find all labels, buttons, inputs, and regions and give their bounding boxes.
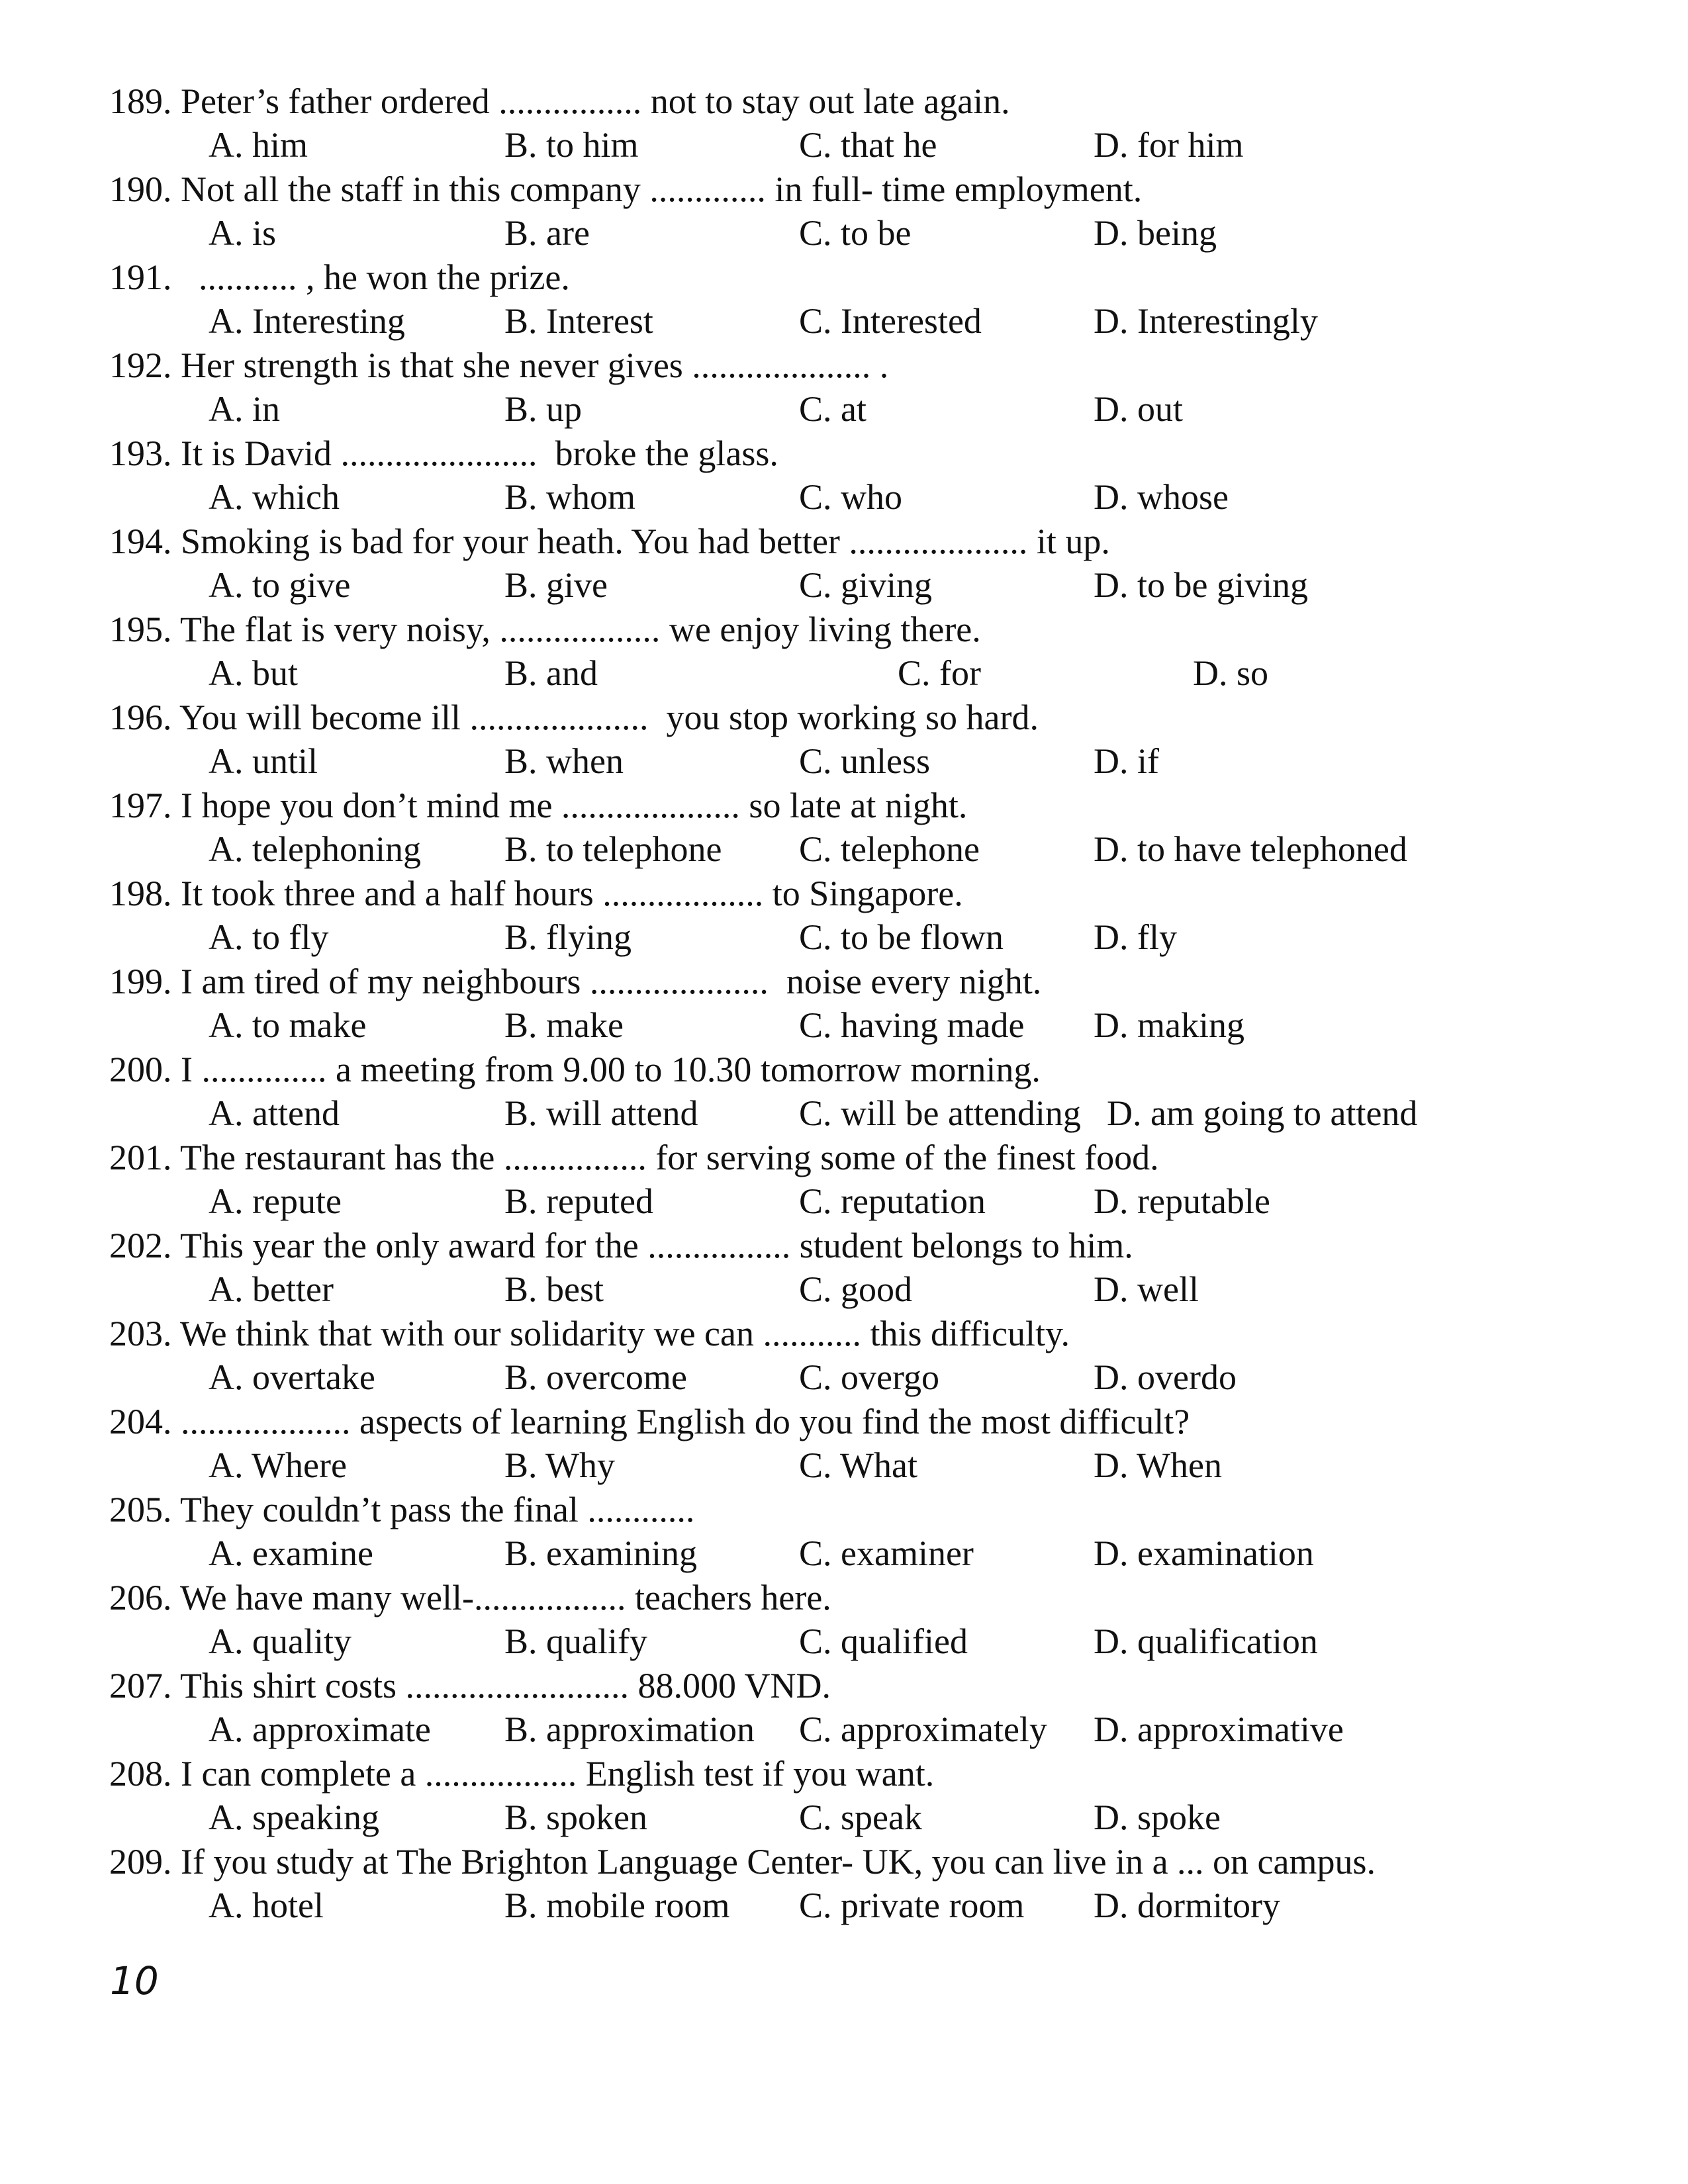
option-b: B. spoken [504,1797,647,1837]
option-b: B. Why [504,1445,616,1485]
option-a: A. in [209,389,280,429]
option-b: B. give [504,565,608,605]
option-d: D. to be giving [1094,565,1308,605]
question-200: 200. I .............. a meeting from 9.00 to 10.30 tomorrow morning. [109,1050,1041,1089]
option-c: C. telephone [799,829,980,869]
option-a: A. hotel [209,1886,324,1925]
option-d: D. out [1094,389,1183,429]
option-c: C. reputation [799,1181,986,1221]
option-c: C. good [799,1269,913,1309]
option-d: D. fly [1094,917,1177,957]
option-d: D. overdo [1094,1357,1237,1397]
option-b: B. and [504,653,598,693]
options-208 [0,1796,1688,1839]
options-193 [0,475,1688,519]
options-198 [0,915,1688,959]
option-b: B. to him [504,125,639,165]
option-c: C. Interested [799,301,982,341]
option-b: B. make [504,1005,624,1045]
option-d: D. for him [1094,125,1244,165]
option-d: D. well [1094,1269,1199,1309]
option-b: B. mobile room [504,1886,730,1925]
option-d: D. Interestingly [1094,301,1318,341]
options-205 [0,1531,1688,1575]
option-c: C. to be flown [799,917,1004,957]
option-a: A. speaking [209,1797,379,1837]
option-a: A. him [209,125,308,165]
option-d: D. to have telephoned [1094,829,1407,869]
option-c: C. at [799,389,867,429]
option-a: A. approximate [209,1709,431,1749]
options-199 [0,1003,1688,1047]
option-a: A. Interesting [209,301,405,341]
page-number: 10 [110,1958,159,2003]
options-201 [0,1179,1688,1223]
option-b: B. whom [504,477,636,517]
option-a: A. which [209,477,340,517]
option-d: D. dormitory [1094,1886,1280,1925]
option-a: A. examine [209,1533,373,1573]
option-a: A. quality [209,1621,352,1661]
option-d: D. so [1193,653,1269,693]
option-d: D. examination [1094,1533,1314,1573]
option-c: C. for [898,653,981,693]
question-205: 205. They couldn’t pass the final ............ [109,1490,695,1529]
question-206: 206. We have many well-................. teachers here. [109,1578,831,1617]
question-192: 192. Her strength is that she never gives .................... . [109,345,889,385]
option-d: D. am going to attend [1107,1093,1418,1133]
question-201: 201. The restaurant has the ................ for serving some of the finest food. [109,1138,1159,1177]
option-c: C. giving [799,565,933,605]
option-d: D. qualification [1094,1621,1318,1661]
option-b: B. up [504,389,583,429]
option-c: C. who [799,477,903,517]
option-b: B. examining [504,1533,697,1573]
option-d: D. making [1094,1005,1244,1045]
question-208: 208. I can complete a ................. English test if you want. [109,1754,935,1794]
option-d: D. whose [1094,477,1229,517]
question-204: 204. ................... aspects of learning English do you find the most difficult? [109,1402,1190,1441]
option-c: C. approximately [799,1709,1047,1749]
option-b: B. reputed [504,1181,653,1221]
option-c: C. private room [799,1886,1025,1925]
option-d: D. approximative [1094,1709,1344,1749]
option-d: D. When [1094,1445,1222,1485]
option-a: A. overtake [209,1357,375,1397]
options-200 [0,1091,1688,1135]
option-a: A. attend [209,1093,340,1133]
question-191: 191. ........... , he won the prize. [109,257,570,297]
option-b: B. are [504,213,590,253]
option-b: B. Interest [504,301,653,341]
options-206 [0,1619,1688,1663]
question-198: 198. It took three and a half hours .................. to Singapore. [109,874,963,913]
options-203 [0,1355,1688,1399]
question-193: 193. It is David ...................... broke the glass. [109,433,778,473]
option-c: C. speak [799,1797,922,1837]
options-194 [0,563,1688,607]
option-b: B. best [504,1269,604,1309]
options-189 [0,123,1688,167]
option-a: A. to make [209,1005,367,1045]
option-b: B. flying [504,917,632,957]
question-209: 209. If you study at The Brighton Language Center- UK, you can live in a ... on campus. [109,1842,1376,1882]
question-197: 197. I hope you don’t mind me .................... so late at night. [109,786,968,825]
option-d: D. if [1094,741,1159,781]
options-195 [0,651,1688,695]
options-190 [0,211,1688,255]
options-191 [0,299,1688,343]
option-c: C. that he [799,125,937,165]
option-b: B. when [504,741,624,781]
option-c: C. examiner [799,1533,974,1573]
option-a: A. to fly [209,917,329,957]
option-c: C. having made [799,1005,1025,1045]
question-203: 203. We think that with our solidarity we can ........... this difficulty. [109,1314,1070,1353]
option-c: C. to be [799,213,912,253]
option-a: A. better [209,1269,334,1309]
option-a: A. telephoning [209,829,421,869]
option-c: C. qualified [799,1621,968,1661]
options-197 [0,827,1688,871]
options-192 [0,387,1688,431]
question-202: 202. This year the only award for the ................ student belongs to him. [109,1226,1133,1265]
question-196: 196. You will become ill .................... you stop working so hard. [109,698,1039,737]
option-c: C. unless [799,741,931,781]
option-d: D. being [1094,213,1217,253]
option-c: C. What [799,1445,917,1485]
question-190: 190. Not all the staff in this company ............. in full- time employment. [109,169,1143,209]
option-b: B. to telephone [504,829,722,869]
options-209 [0,1884,1688,1927]
question-207: 207. This shirt costs ......................... 88.000 VND. [109,1666,831,1706]
option-c: C. will be attending [799,1093,1081,1133]
option-a: A. until [209,741,318,781]
option-a: A. Where [209,1445,347,1485]
question-189: 189. Peter’s father ordered ................ not to stay out late again. [109,81,1010,121]
option-a: A. is [209,213,277,253]
option-b: B. qualify [504,1621,647,1661]
question-194: 194. Smoking is bad for your heath. You had better .................... it up. [109,522,1110,561]
option-a: A. to give [209,565,351,605]
question-199: 199. I am tired of my neighbours .................... noise every night. [109,962,1042,1001]
question-195: 195. The flat is very noisy, .................. we enjoy living there. [109,610,981,649]
option-d: D. reputable [1094,1181,1270,1221]
options-207 [0,1707,1688,1751]
option-b: B. approximation [504,1709,755,1749]
option-a: A. but [209,653,298,693]
option-c: C. overgo [799,1357,939,1397]
option-b: B. will attend [504,1093,698,1133]
options-204 [0,1443,1688,1487]
options-202 [0,1267,1688,1311]
option-b: B. overcome [504,1357,687,1397]
options-196 [0,739,1688,783]
option-a: A. repute [209,1181,342,1221]
option-d: D. spoke [1094,1797,1221,1837]
